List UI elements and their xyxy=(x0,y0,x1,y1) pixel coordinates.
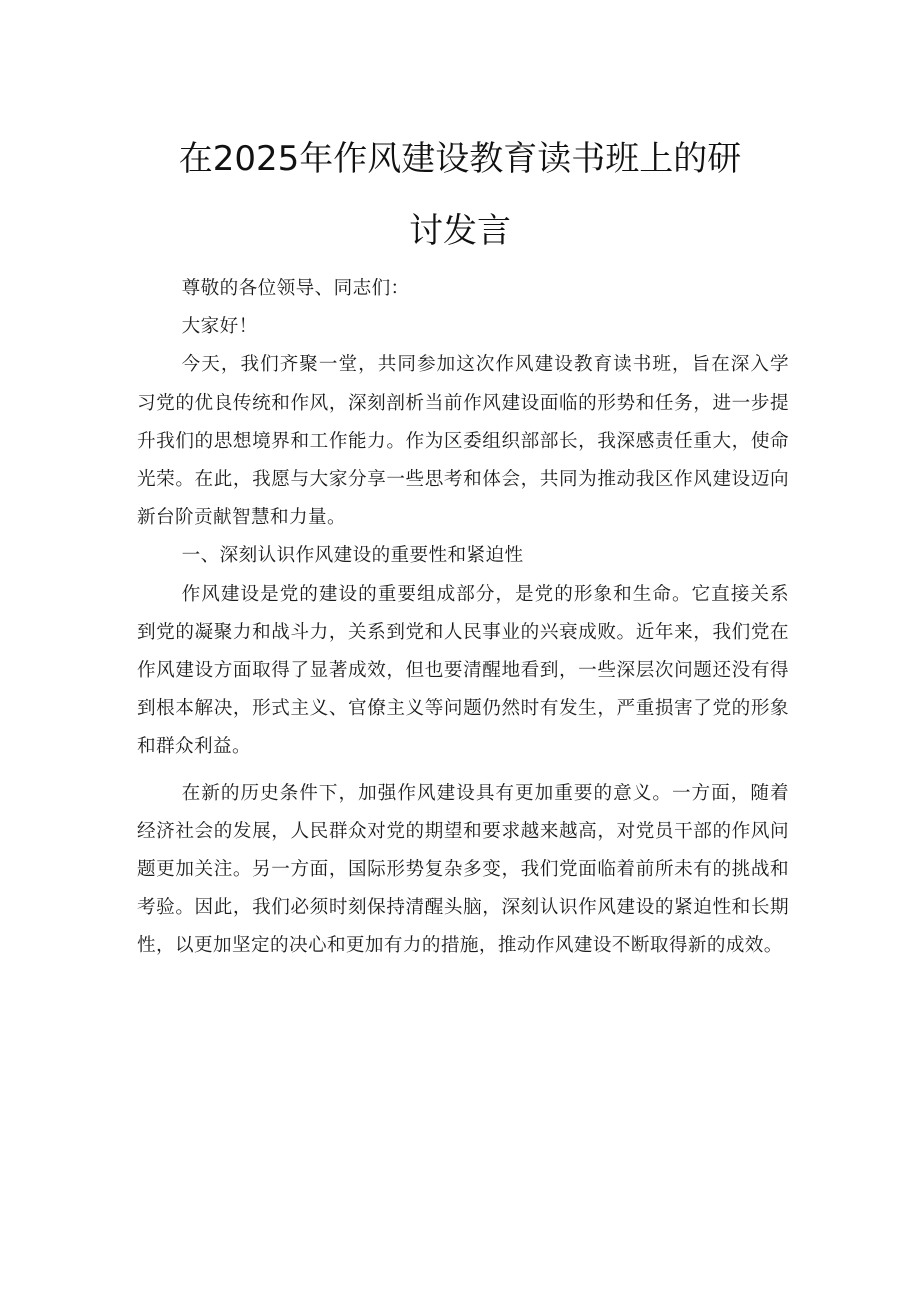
document-body xyxy=(137,270,789,966)
paragraph-intro: 今天，我们齐聚一堂，共同参加这次作风建设教育读书班，旨在深入学习党的优良传统和作风，深刻剖析当前作风建设面临的形势和任务，进一步提升我们的思想境界和工作能力。作为区委组织部部长，我深感责任重大，使命光荣。在此，我愿与大家分享一些思考和体会，共同为推动我区作风建设迈向新台阶贡献智慧和力量。 xyxy=(137,354,789,529)
paragraph-section-2: 在新的历史条件下，加强作风建设具有更加重要的意义。一方面，随着经济社会的发展，人民群众对党的期望和要求越来越高，对党员干部的作风问题更加关注。另一方面，国际形势复杂多变，我们党面临着前所未有的挑战和考验。因此，我们必须时刻保持清醒头脑，深刻认识作风建设的紧迫性和长期性，以更加坚定的决心和更加有力的措施，推动作风建设不断取得新的成效。 xyxy=(137,782,789,957)
paragraph-section-1: 作风建设是党的建设的重要组成部分，是党的形象和生命。它直接关系到党的凝聚力和战斗力，关系到党和人民事业的兴衰成败。近年来，我们党在作风建设方面取得了显著成效，但也要清醒地看到，一些深层次问题还没有得到根本解决，形式主义、官僚主义等问题仍然时有发生，严重损害了党的形象和群众利益。 xyxy=(137,583,789,758)
salutation: 尊敬的各位领导、同志们： xyxy=(181,278,410,299)
section-heading: 一、深刻认识作风建设的重要性和紧迫性 xyxy=(181,545,524,567)
greeting: 大家好！ xyxy=(181,316,258,338)
document-title-line-2: 讨发言 xyxy=(409,211,511,251)
document-title-line-1: 在2025年作风建设教育读书班上的研 xyxy=(178,139,742,179)
